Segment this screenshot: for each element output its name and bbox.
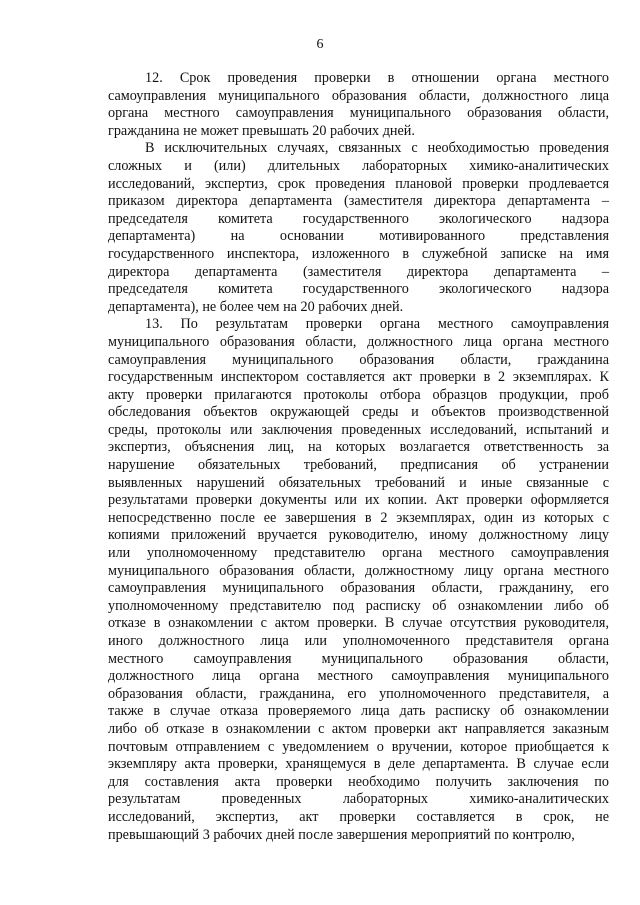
text-line: органа местного самоуправления муниципального образования области, (108, 105, 609, 122)
text-line: самоуправления муниципального образования области, гражданину, его (108, 580, 609, 597)
text-line: для составления акта проверки необходимо получить заключения по (108, 773, 609, 790)
text-line: председателя комитета государственного экологического надзора (108, 210, 609, 227)
paragraph (108, 316, 609, 844)
text-line: департамента), не более чем на 20 рабочих дней. (108, 298, 404, 315)
text-line: нарушение обязательных требований, предписания об устранении (108, 457, 609, 474)
text-line: муниципального образования области, должностного лица органа местного (108, 333, 609, 350)
text-line: отказе в ознакомлении с актом проверки. В случае отсутствия руководителя, (108, 615, 609, 632)
text-line: самоуправления муниципального образования области, должностного лица (108, 87, 609, 104)
text-line: выявленных нарушений обязательных требований и иные связанные с (108, 474, 609, 491)
text-line: муниципального образования области, должностному лицу органа местного (108, 562, 609, 579)
text-line: 13. По результатам проверки органа местного самоуправления (145, 316, 609, 333)
text-line: самоуправления муниципального образования области, гражданина (108, 351, 609, 368)
text-line: иного должностного лица или уполномоченного представителя органа (108, 633, 609, 649)
text-line: председателя комитета государственного экологического надзора (108, 281, 609, 298)
text-line: среды, протоколы или заключения проведенных исследований, испытаний и (108, 421, 609, 438)
paragraph (108, 140, 609, 316)
text-line: приказом директора департамента (заместителя директора департамента – (108, 193, 609, 210)
text-line: В исключительных случаях, связанных с необходимостью проведения (145, 140, 609, 157)
text-line: образования области, гражданина, его уполномоченного представителя, а (108, 685, 609, 702)
text-line: почтовым отправлением с уведомлением о вручении, которое приобщается к (108, 738, 609, 755)
text-line: акту проверки прилагаются протоколы отбора образцов продукции, проб (108, 386, 609, 403)
text-line: сложных и (или) длительных лабораторных химико-аналитических (108, 157, 609, 174)
page-number: 6 (316, 37, 324, 52)
paragraph (108, 70, 609, 140)
text-line: превышающий 3 рабочих дней после завершения мероприятий по контролю, (108, 826, 575, 843)
text-line: 12. Срок проведения проверки в отношении органа местного (145, 70, 609, 86)
text-line: исследований, экспертиз, срок проведения плановой проверки продлевается (108, 175, 609, 192)
text-line: экспертиз, объяснения лиц, на которых возлагается ответственность за (108, 439, 609, 456)
text-line: непосредственно после ее завершения в 2 экземплярах, один из которых с (108, 509, 609, 526)
text-line: гражданина не может превышать 20 рабочих дней. (108, 122, 415, 139)
text-line: обследования объектов окружающей среды и объектов производственной (108, 404, 609, 421)
text-line: государственным инспектором составляется акт проверки в 2 экземплярах. К (108, 369, 609, 386)
text-line: исследований, экспертиз, акт проверки составляется в срок, не (108, 808, 609, 825)
text-line: либо об отказе в ознакомлении с актом проверки акт направляется заказным (108, 720, 609, 737)
text-line: или уполномоченному представителю органа местного самоуправления (108, 545, 609, 562)
text-line: местного самоуправления муниципального образования области, (108, 650, 609, 667)
text-line: копиями приложений вручается руководителю, иному должностному лицу (108, 527, 609, 544)
document-body (108, 70, 609, 844)
text-line: результатам проведенных лабораторных химико-аналитических (108, 791, 609, 808)
text-line: экземпляру акта проверки, хранящемуся в деле департамента. В случае если (108, 756, 609, 773)
text-line: результатами проверки документы или их копии. Акт проверки оформляется (108, 492, 609, 509)
text-line: департамента) на основании мотивированного представления (108, 228, 609, 245)
text-line: государственного инспектора, изложенного в служебной записке на имя (108, 245, 609, 262)
text-line: директора департамента (заместителя директора департамента – (108, 263, 609, 280)
text-line: уполномоченному представителю под расписку об ознакомлении либо об (108, 597, 609, 614)
text-line: должностного лица органа местного самоуправления муниципального (108, 668, 609, 685)
text-line: также в случае отказа проверяемого лица дать расписку об ознакомлении (108, 703, 609, 720)
